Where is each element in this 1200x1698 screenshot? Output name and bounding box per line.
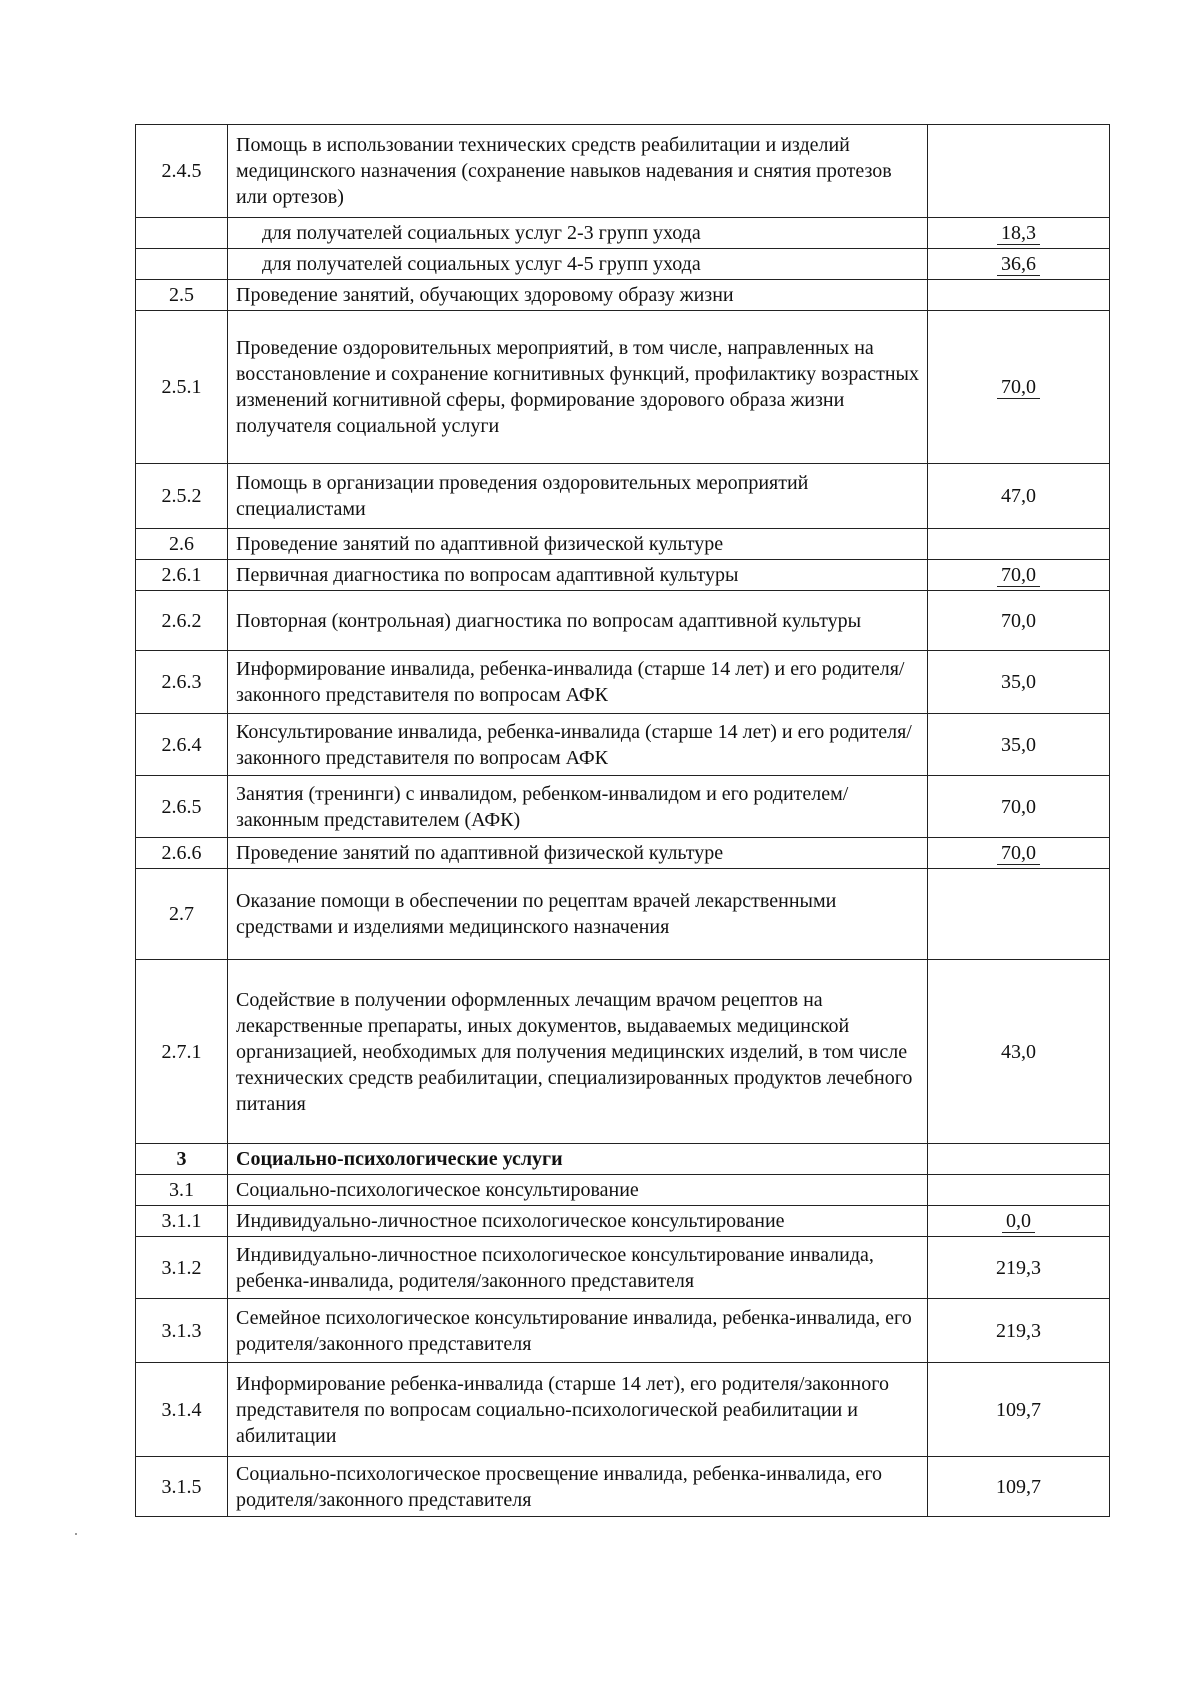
table-row <box>136 560 1110 591</box>
table-row <box>136 280 1110 311</box>
table-row <box>136 869 1110 960</box>
service-number: 3.1.4 <box>136 1363 228 1457</box>
service-number: 3.1.2 <box>136 1237 228 1299</box>
service-number: 2.4.5 <box>136 125 228 218</box>
services-tariff-table <box>135 124 1110 1517</box>
service-price: 70,0 <box>928 311 1110 464</box>
service-name: Проведение занятий по адаптивной физической культуре <box>228 529 928 560</box>
table-row <box>136 1237 1110 1299</box>
service-name: для получателей социальных услуг 2-3 групп ухода <box>228 218 928 249</box>
service-number: 2.6.3 <box>136 651 228 714</box>
table-row <box>136 1363 1110 1457</box>
service-price: 219,3 <box>928 1299 1110 1363</box>
scan-speck <box>75 1533 77 1535</box>
service-name: Повторная (контрольная) диагностика по вопросам адаптивной культуры <box>228 591 928 651</box>
service-number: 2.6.6 <box>136 838 228 869</box>
table-row <box>136 464 1110 529</box>
service-price: 35,0 <box>928 714 1110 776</box>
service-price: 35,0 <box>928 651 1110 714</box>
service-price: 70,0 <box>928 591 1110 651</box>
service-name: Занятия (тренинги) с инвалидом, ребенком-инвалидом и его родителем/законным представителем (АФК) <box>228 776 928 838</box>
service-number: 2.6.4 <box>136 714 228 776</box>
service-price: 109,7 <box>928 1363 1110 1457</box>
service-number <box>136 249 228 280</box>
section-number: 3 <box>136 1144 228 1175</box>
table-row <box>136 651 1110 714</box>
service-price <box>928 125 1110 218</box>
service-number: 2.6.2 <box>136 591 228 651</box>
service-name: Индивидуально-личностное психологическое консультирование инвалида, ребенка-инвалида, родителя/законного представителя <box>228 1237 928 1299</box>
service-number: 2.7 <box>136 869 228 960</box>
service-number: 2.7.1 <box>136 960 228 1144</box>
service-number: 3.1.5 <box>136 1457 228 1517</box>
service-name: Консультирование инвалида, ребенка-инвалида (старше 14 лет) и его родителя/законного представителя по вопросам АФК <box>228 714 928 776</box>
service-name: Содействие в получении оформленных лечащим врачом рецептов на лекарственные препараты, иных документов, выдаваемых медицинской организацией, необходимых для получения медицинских изделий, в том числе технических средств реабилитации, специализированных продуктов лечебного питания <box>228 960 928 1144</box>
service-name: Проведение занятий, обучающих здоровому образу жизни <box>228 280 928 311</box>
service-number: 3.1 <box>136 1175 228 1206</box>
table-row <box>136 1206 1110 1237</box>
table-row <box>136 1175 1110 1206</box>
table-section-row <box>136 1144 1110 1175</box>
service-number: 2.5.2 <box>136 464 228 529</box>
table-row <box>136 838 1110 869</box>
table-row <box>136 960 1110 1144</box>
table-row <box>136 776 1110 838</box>
service-price: 70,0 <box>928 776 1110 838</box>
table-row <box>136 1457 1110 1517</box>
table-row <box>136 218 1110 249</box>
table-row <box>136 714 1110 776</box>
service-price <box>928 529 1110 560</box>
service-name: Проведение занятий по адаптивной физической культуре <box>228 838 928 869</box>
service-name: для получателей социальных услуг 4-5 групп ухода <box>228 249 928 280</box>
service-price: 18,3 <box>928 218 1110 249</box>
service-number <box>136 218 228 249</box>
service-price <box>928 280 1110 311</box>
service-name: Социально-психологическое просвещение инвалида, ребенка-инвалида, его родителя/законного представителя <box>228 1457 928 1517</box>
service-name: Информирование инвалида, ребенка-инвалида (старше 14 лет) и его родителя/законного представителя по вопросам АФК <box>228 651 928 714</box>
service-number: 2.5.1 <box>136 311 228 464</box>
table-row <box>136 125 1110 218</box>
service-price <box>928 869 1110 960</box>
service-name: Проведение оздоровительных мероприятий, в том числе, направленных на восстановление и сохранение когнитивных функций, профилактику возрастных изменений когнитивной сферы, формирование здорового образа жизни получателя социальной услуги <box>228 311 928 464</box>
service-price <box>928 1144 1110 1175</box>
service-name: Оказание помощи в обеспечении по рецептам врачей лекарственными средствами и изделиями медицинского назначения <box>228 869 928 960</box>
service-name: Первичная диагностика по вопросам адаптивной культуры <box>228 560 928 591</box>
table-row <box>136 529 1110 560</box>
service-price: 47,0 <box>928 464 1110 529</box>
service-number: 2.6.5 <box>136 776 228 838</box>
service-price <box>928 1175 1110 1206</box>
service-name: Семейное психологическое консультирование инвалида, ребенка-инвалида, его родителя/законного представителя <box>228 1299 928 1363</box>
service-price: 219,3 <box>928 1237 1110 1299</box>
table-row <box>136 311 1110 464</box>
section-title: Социально-психологические услуги <box>228 1144 928 1175</box>
table-row <box>136 591 1110 651</box>
service-name: Информирование ребенка-инвалида (старше 14 лет), его родителя/законного представителя по вопросам социально-психологической реабилитации и абилитации <box>228 1363 928 1457</box>
service-price: 36,6 <box>928 249 1110 280</box>
service-number: 3.1.3 <box>136 1299 228 1363</box>
service-price: 0,0 <box>928 1206 1110 1237</box>
service-number: 2.6 <box>136 529 228 560</box>
service-price: 43,0 <box>928 960 1110 1144</box>
service-number: 3.1.1 <box>136 1206 228 1237</box>
service-price: 109,7 <box>928 1457 1110 1517</box>
service-price: 70,0 <box>928 560 1110 591</box>
service-name: Помощь в организации проведения оздоровительных мероприятий специалистами <box>228 464 928 529</box>
service-price: 70,0 <box>928 838 1110 869</box>
service-name: Социально-психологическое консультирование <box>228 1175 928 1206</box>
service-name: Помощь в использовании технических средств реабилитации и изделий медицинского назначения (сохранение навыков надевания и снятия протезов или ортезов) <box>228 125 928 218</box>
service-name: Индивидуально-личностное психологическое консультирование <box>228 1206 928 1237</box>
table-row <box>136 1299 1110 1363</box>
table-row <box>136 249 1110 280</box>
service-number: 2.6.1 <box>136 560 228 591</box>
service-number: 2.5 <box>136 280 228 311</box>
